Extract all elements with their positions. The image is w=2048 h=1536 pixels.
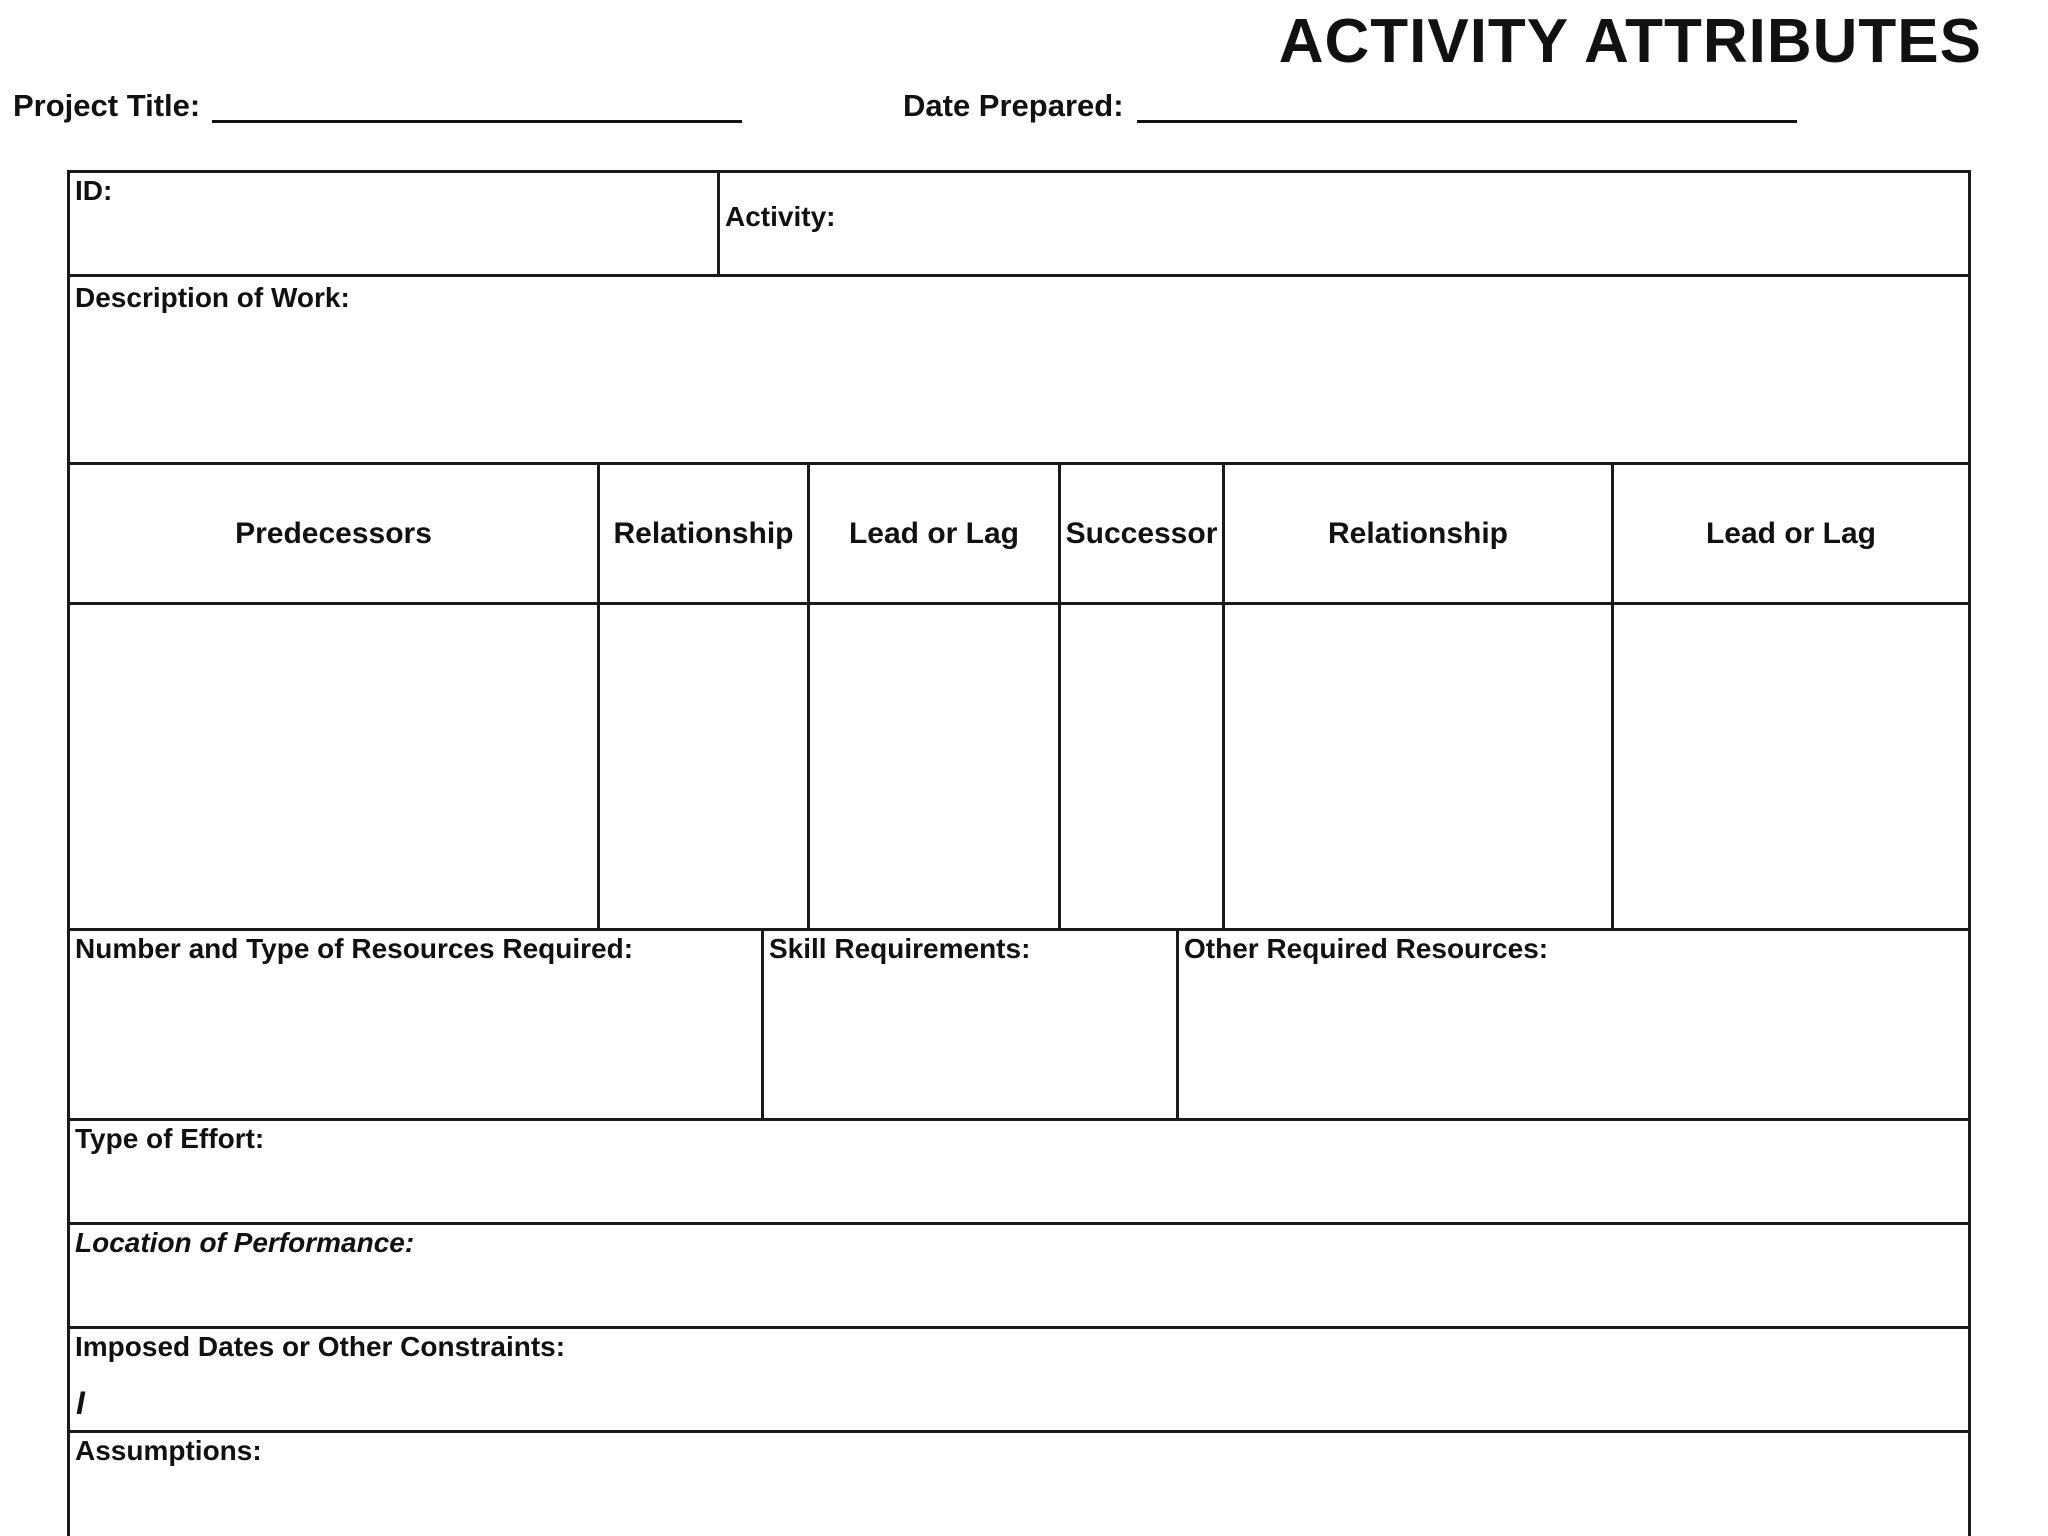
constraints-field[interactable] (70, 1329, 1968, 1430)
predecessor-lead-lag-cell[interactable] (810, 605, 1061, 928)
effort-label: Type of Effort: (75, 1123, 265, 1154)
successor-lead-lag-header: Lead or Lag (1705, 516, 1877, 550)
resources-label: Number and Type of Resources Required: (75, 933, 634, 964)
location-row (70, 1225, 1968, 1329)
id-field[interactable] (70, 173, 720, 274)
effort-field[interactable] (70, 1121, 1968, 1222)
other-resources-label: Other Required Resources: (1184, 933, 1549, 964)
description-row (70, 277, 1968, 465)
successor-cell[interactable] (1061, 605, 1225, 928)
location-label: Location of Performance: (75, 1227, 415, 1258)
dependency-data-row (70, 605, 1968, 931)
successor-relationship-cell[interactable] (1225, 605, 1614, 928)
effort-row (70, 1121, 1968, 1225)
constraints-row (70, 1329, 1968, 1433)
predecessor-lead-lag-header: Lead or Lag (810, 465, 1061, 602)
assumptions-label: Assumptions: (75, 1435, 262, 1466)
description-label: Description of Work: (75, 282, 350, 313)
activity-field[interactable] (720, 173, 1968, 274)
successor-relationship-header: Relationship (1225, 465, 1614, 602)
skill-label: Skill Requirements: (769, 933, 1031, 964)
id-label: ID: (75, 175, 113, 206)
project-title-field[interactable] (212, 120, 742, 123)
location-field[interactable] (70, 1225, 1968, 1326)
predecessors-header: Predecessors (70, 465, 600, 602)
assumptions-row (70, 1433, 1968, 1536)
resources-row (70, 931, 1968, 1121)
project-title-label: Project Title: (13, 88, 201, 123)
activity-attributes-form (67, 170, 1971, 1536)
assumptions-field[interactable] (70, 1433, 1968, 1536)
predecessors-cell[interactable] (70, 605, 600, 928)
predecessor-relationship-header: Relationship (600, 465, 810, 602)
predecessor-relationship-cell[interactable] (600, 605, 810, 928)
constraints-mark: I (76, 1385, 85, 1421)
date-prepared-label: Date Prepared: (903, 88, 1124, 123)
id-activity-row (70, 173, 1968, 277)
other-resources-field[interactable] (1179, 931, 1968, 1118)
successor-header: Successor (1061, 465, 1225, 602)
constraints-label: Imposed Dates or Other Constraints: (75, 1331, 566, 1362)
resources-field[interactable] (70, 931, 764, 1118)
description-field[interactable] (70, 277, 1968, 462)
skill-field[interactable] (764, 931, 1179, 1118)
dependency-header-row (70, 465, 1968, 605)
date-prepared-field[interactable] (1137, 120, 1797, 123)
activity-label: Activity: (725, 201, 836, 232)
successor-lead-lag-cell[interactable] (1614, 605, 1968, 928)
form-title: ACTIVITY ATTRIBUTES (1278, 7, 1982, 76)
